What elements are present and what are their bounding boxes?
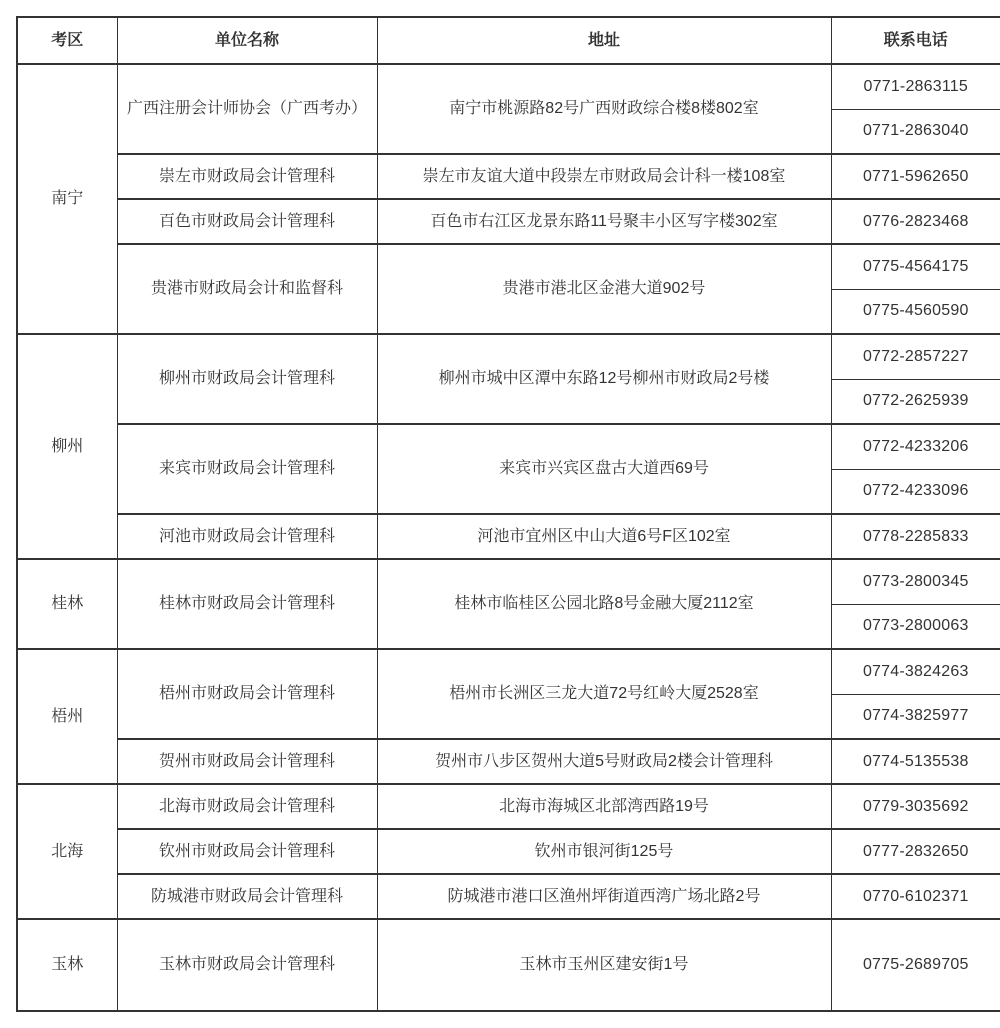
header-phone: 联系电话 — [831, 17, 1000, 64]
phone-cell: 0774-3825977 — [831, 694, 1000, 739]
region-cell: 南宁 — [17, 64, 117, 334]
address-cell: 北海市海城区北部湾西路19号 — [377, 784, 831, 829]
phone-cell: 0773-2800345 — [831, 559, 1000, 604]
address-cell: 贺州市八步区贺州大道5号财政局2楼会计管理科 — [377, 739, 831, 784]
unit-name-cell: 北海市财政局会计管理科 — [117, 784, 377, 829]
phone-cell: 0772-2857227 — [831, 334, 1000, 379]
phone-cell: 0775-4560590 — [831, 289, 1000, 334]
unit-name-cell: 贵港市财政局会计和监督科 — [117, 244, 377, 334]
table-row — [17, 649, 1000, 694]
phone-cell: 0771-2863040 — [831, 109, 1000, 154]
address-cell: 玉林市玉州区建安街1号 — [377, 919, 831, 1011]
address-cell: 贵港市港北区金港大道902号 — [377, 244, 831, 334]
region-cell: 北海 — [17, 784, 117, 919]
unit-name-cell: 来宾市财政局会计管理科 — [117, 424, 377, 514]
unit-name-cell: 崇左市财政局会计管理科 — [117, 154, 377, 199]
table-row — [17, 199, 1000, 244]
phone-cell: 0770-6102371 — [831, 874, 1000, 919]
address-cell: 钦州市银河街125号 — [377, 829, 831, 874]
address-cell: 柳州市城中区潭中东路12号柳州市财政局2号楼 — [377, 334, 831, 424]
table-header — [17, 17, 1000, 64]
unit-name-cell: 百色市财政局会计管理科 — [117, 199, 377, 244]
region-cell: 桂林 — [17, 559, 117, 649]
unit-name-cell: 防城港市财政局会计管理科 — [117, 874, 377, 919]
phone-cell: 0777-2832650 — [831, 829, 1000, 874]
phone-cell: 0772-4233096 — [831, 469, 1000, 514]
table-row — [17, 64, 1000, 109]
phone-cell: 0774-5135538 — [831, 739, 1000, 784]
phone-cell: 0772-2625939 — [831, 379, 1000, 424]
table-row — [17, 514, 1000, 559]
table-row — [17, 829, 1000, 874]
table-body — [17, 64, 1000, 1011]
address-cell: 百色市右江区龙景东路11号聚丰小区写字楼302室 — [377, 199, 831, 244]
unit-name-cell: 钦州市财政局会计管理科 — [117, 829, 377, 874]
phone-cell: 0778-2285833 — [831, 514, 1000, 559]
header-unit-name: 单位名称 — [117, 17, 377, 64]
table-row — [17, 919, 1000, 1011]
address-cell: 南宁市桃源路82号广西财政综合楼8楼802室 — [377, 64, 831, 154]
phone-cell: 0773-2800063 — [831, 604, 1000, 649]
address-cell: 崇左市友谊大道中段崇左市财政局会计科一楼108室 — [377, 154, 831, 199]
unit-name-cell: 玉林市财政局会计管理科 — [117, 919, 377, 1011]
unit-name-cell: 桂林市财政局会计管理科 — [117, 559, 377, 649]
phone-cell: 0772-4233206 — [831, 424, 1000, 469]
phone-cell: 0776-2823468 — [831, 199, 1000, 244]
header-address: 地址 — [377, 17, 831, 64]
address-cell: 河池市宜州区中山大道6号F区102室 — [377, 514, 831, 559]
header-row — [17, 17, 1000, 64]
unit-name-cell: 河池市财政局会计管理科 — [117, 514, 377, 559]
region-cell: 玉林 — [17, 919, 117, 1011]
table-row — [17, 559, 1000, 604]
phone-cell: 0775-2689705 — [831, 919, 1000, 1011]
phone-cell: 0774-3824263 — [831, 649, 1000, 694]
address-cell: 防城港市港口区渔州坪街道西湾广场北路2号 — [377, 874, 831, 919]
address-cell: 桂林市临桂区公园北路8号金融大厦2112室 — [377, 559, 831, 649]
phone-cell: 0771-2863115 — [831, 64, 1000, 109]
header-region: 考区 — [17, 17, 117, 64]
unit-name-cell: 梧州市财政局会计管理科 — [117, 649, 377, 739]
table-row — [17, 739, 1000, 784]
region-cell: 柳州 — [17, 334, 117, 559]
unit-name-cell: 贺州市财政局会计管理科 — [117, 739, 377, 784]
exam-contact-table — [16, 16, 1000, 1012]
table-row — [17, 784, 1000, 829]
address-cell: 来宾市兴宾区盘古大道西69号 — [377, 424, 831, 514]
table-row — [17, 154, 1000, 199]
unit-name-cell: 柳州市财政局会计管理科 — [117, 334, 377, 424]
address-cell: 梧州市长洲区三龙大道72号红岭大厦2528室 — [377, 649, 831, 739]
phone-cell: 0771-5962650 — [831, 154, 1000, 199]
table-row — [17, 874, 1000, 919]
table-row — [17, 244, 1000, 289]
table-row — [17, 334, 1000, 379]
phone-cell: 0775-4564175 — [831, 244, 1000, 289]
region-cell: 梧州 — [17, 649, 117, 784]
phone-cell: 0779-3035692 — [831, 784, 1000, 829]
table-row — [17, 424, 1000, 469]
unit-name-cell: 广西注册会计师协会（广西考办） — [117, 64, 377, 154]
